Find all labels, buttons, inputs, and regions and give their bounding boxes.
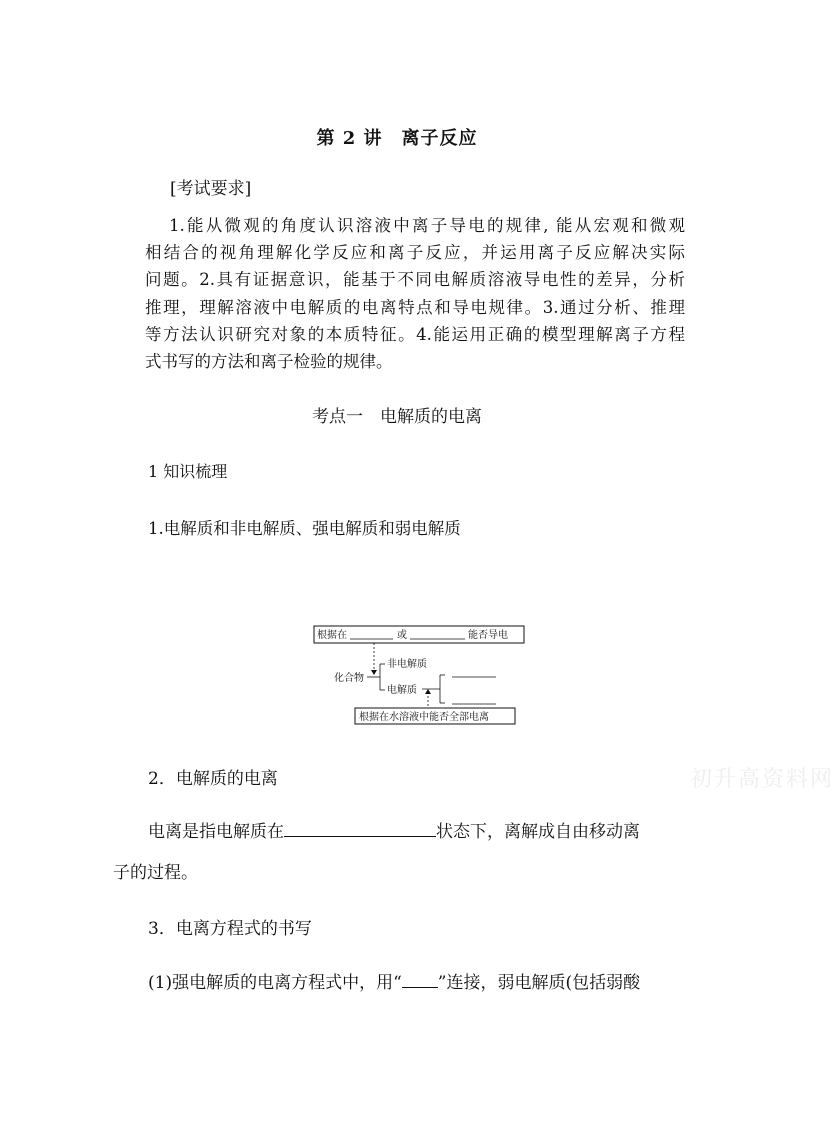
requirements-line: 1.能从微观的角度认识溶液中离子导电的规律, 能从宏观和微观	[169, 216, 685, 235]
page-title: 第 2 讲 离子反应	[316, 128, 478, 149]
branch-nonelectrolyte: 非电解质	[387, 659, 427, 670]
item2-paragraph	[148, 817, 640, 842]
requirements-line: 相结合的视角理解化学反应和离子反应，并运用离子反应解决实际	[145, 243, 685, 263]
knowledge-heading: 1 知识梳理	[148, 462, 228, 481]
item2-title: 2．电解质的电离	[148, 769, 278, 789]
section-title: 考点一 电解质的电离	[312, 407, 482, 427]
requirements-line: 式书写的方法和离子检验的规律。	[145, 352, 393, 372]
item2-text-before: 电离是指电解质在	[148, 822, 284, 842]
requirements-line: 等方法认识研究对象的本质特征。4.能运用正确的模型理解离子方程	[145, 324, 685, 344]
fill-in-blank	[284, 820, 436, 837]
classification-diagram	[300, 620, 540, 730]
bottom-box-text: 根据在水溶液中能否全部电离	[359, 712, 489, 723]
fill-in-blank	[402, 971, 438, 988]
item3-text-before: (1)强电解质的电离方程式中，用“	[148, 973, 402, 993]
requirements-line: 推理，理解溶液中电解质的电离特点和导电规律。3.通过分析、推理	[145, 297, 685, 317]
arrow-down-icon	[371, 670, 377, 675]
item3-text-after: ”连接，弱电解质(包括弱酸	[437, 973, 641, 993]
item2-text-after: 状态下，离解成自由移动离	[436, 822, 640, 842]
item2-paragraph-line2: 子的过程。	[113, 863, 198, 883]
item3-paragraph	[148, 968, 640, 993]
watermark: 初升高资料网	[690, 767, 834, 792]
item3-title: 3．电离方程式的书写	[148, 919, 312, 939]
root-label: 化合物	[334, 673, 364, 684]
top-box-middle: 或	[397, 630, 407, 641]
requirements-heading: [考试要求]	[170, 179, 252, 199]
branch-electrolyte: 电解质	[387, 685, 417, 696]
top-box-suffix: 能否导电	[468, 630, 508, 641]
item1-title: 1.电解质和非电解质、强电解质和弱电解质	[148, 519, 461, 538]
arrow-up-icon	[425, 689, 431, 694]
requirements-body	[145, 212, 685, 375]
requirements-line: 问题。2.具有证据意识，能基于不同电解质溶液导电性的差异，分析	[145, 270, 685, 290]
top-box-prefix: 根据在	[317, 630, 347, 641]
